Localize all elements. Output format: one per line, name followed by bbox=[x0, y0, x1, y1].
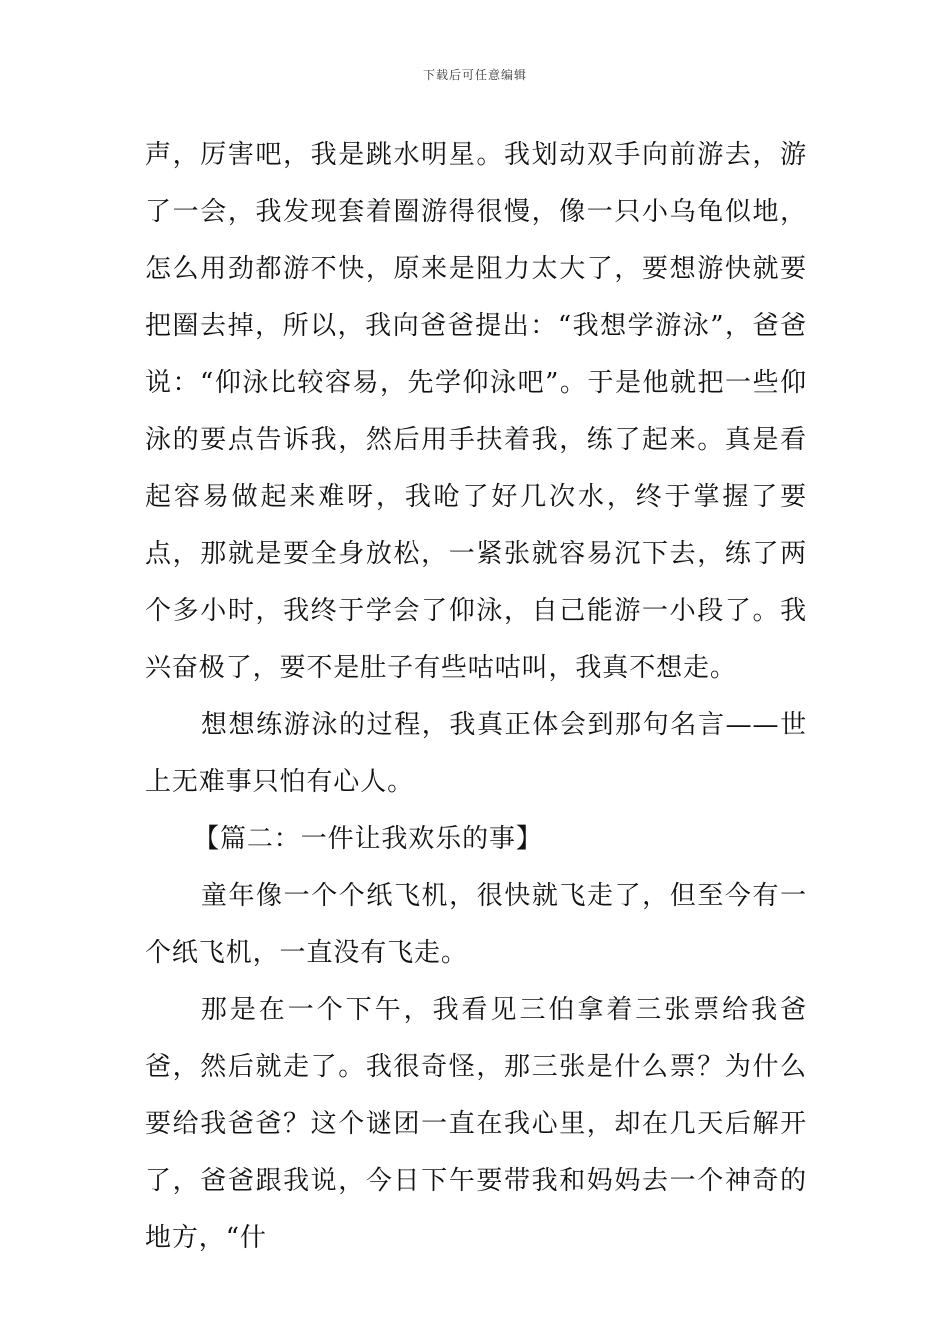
paragraph-swimming-continued: 声，厉害吧，我是跳水明星。我划动双手向前游去，游了一会，我发现套着圈游得很慢，像一只小乌龟似地，怎么用劲都游不快，原来是阻力太大了，要想游快就要把圈去掉，所以，我向爸爸提出：“我想学游泳”，爸爸说：“仰泳比较容易，先学仰泳吧”。于是他就把一些仰泳的要点告诉我，然后用手扶着我，练了起来。真是看起容易做起来难呀，我呛了好几次水，终于掌握了要点，那就是要全身放松，一紧张就容易沉下去，练了两个多小时，我终于学会了仰泳，自己能游一小段了。我兴奋极了，要不是肚子有些咕咕叫，我真不想走。 bbox=[145, 140, 807, 683]
paragraph-reflection: 想想练游泳的过程，我真正体会到那句名言——世上无难事只怕有心人。 bbox=[145, 710, 807, 797]
document-body bbox=[145, 127, 807, 1267]
paragraph-tickets: 那是在一个下午，我看见三伯拿着三张票给我爸爸，然后就走了。我很奇怪，那三张是什么票？为什么要给我爸爸？这个谜团一直在我心里，却在几天后解开了，爸爸跟我说，今日下午要带我和妈妈去一个神奇的地方，“什 bbox=[145, 995, 807, 1253]
page-header: 下载后可任意编辑 bbox=[422, 68, 527, 82]
section-heading: 【篇二：一件让我欢乐的事】 bbox=[193, 824, 543, 854]
paragraph-childhood: 童年像一个个纸飞机，很快就飞走了，但至今有一个纸飞机，一直没有飞走。 bbox=[145, 881, 807, 968]
